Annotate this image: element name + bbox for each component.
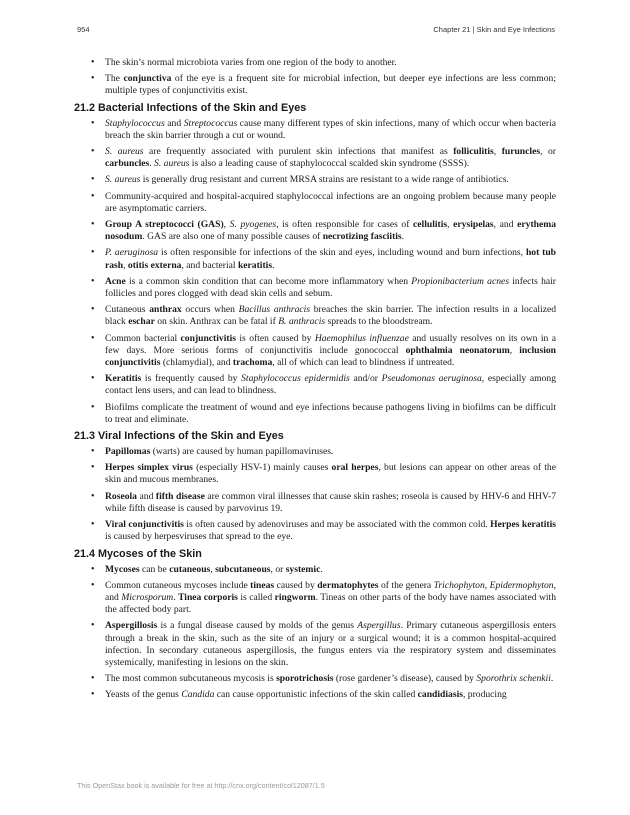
key-term: ringworm [274,591,316,603]
key-term: inclusion conjunctivitis [105,344,556,369]
bullet-item: • Aspergillosis is a fungal disease caused by molds of the genus Aspergillus. Primary cutaneous aspergillosis enters through a break in the skin, such as the site of an injury or a surgical wound; it is a common hospital-acquired infection. In secondary cutaneous aspergillosis, the fungus enters via the respiratory system and disseminates systemically, manifesting in lesions on the skin. [74,620,556,669]
bullet-item: • Biofilms complicate the treatment of wound and eye infections because pathogens living in biofilms can be difficult to treat and eliminate. [74,402,556,426]
bullet-item: • Mycoses can be cutaneous, subcutaneous, or systemic. [74,564,556,576]
key-term: erysipelas [453,219,494,231]
key-term: eschar [128,316,155,328]
species-name: Aspergillus [357,620,401,632]
key-term: trachoma [232,357,273,369]
key-term: candidiasis [417,689,463,701]
species-name: Sporothrix schenkii [476,673,551,685]
key-term: tineas [250,579,275,591]
key-term: conjunctiva [123,73,172,85]
key-term: cutaneous [169,563,211,575]
species-name: Streptococcus [183,117,238,129]
bullet-item: • The most common subcutaneous mycosis is sporotrichosis (rose gardener’s disease), caused by Sporothrix schenkii. [74,673,556,685]
key-term: subcutaneous [215,563,271,575]
species-name: Haemophilus influenzae [314,332,409,344]
species-name: Pseudomonas aeruginosa [381,373,482,385]
key-term: ophthalmia neonatorum [405,344,510,356]
key-term: Aspergillosis [105,620,158,632]
species-name: S. aureus [154,158,190,170]
key-term: Herpes simplex virus [105,462,193,474]
key-term: Mycoses [105,563,140,575]
key-term: Viral conjunctivitis [105,519,184,531]
key-term: cellulitis [413,219,448,231]
species-name: Staphylococcus epidermidis [241,373,350,385]
bullet-item: • Herpes simplex virus (especially HSV-1) mainly causes oral herpes, but lesions can appear on other areas of the skin and mucous membranes. [74,462,556,486]
page-body [74,57,556,706]
species-name: Staphylococcus [105,117,165,129]
bullet-item: • Group A streptococci (GAS), S. pyogenes, is often responsible for cases of cellulitis, erysipelas, and erythema nosodum. GAS are also one of many possible causes of necrotizing fasciitis. [74,219,556,243]
key-term: hot tub rash [105,247,557,271]
bullet-item: • Yeasts of the genus Candida can cause opportunistic infections of the skin called candidiasis, producing [74,689,556,701]
key-term: furuncles [501,146,541,158]
page-number: 954 [77,25,90,34]
bullet-item: • Cutaneous anthrax occurs when Bacillus anthracis breaches the skin barrier. The infection results in a localized black eschar on skin. Anthrax can be fatal if B. anthracis spreads to the bloodstream. [74,304,556,328]
section-heading: 21.4 Mycoses of the Skin [74,547,202,560]
bullet-item: • Acne is a common skin condition that can become more inflammatory when Propionibacterium acnes infects hair follicles and pores clogged with dead skin cells and sebum. [74,276,556,300]
bullet-item: • Viral conjunctivitis is often caused by adenoviruses and may be associated with the common cold. Herpes keratitis is caused by herpesviruses that spread to the eye. [74,519,556,543]
species-name: Candida [181,689,215,701]
bullet-item: • S. aureus are frequently associated with purulent skin infections that manifest as folliculitis, furuncles, or carbuncles. S. aureus is also a leading cause of staphylococcal scalded skin syndrome (SSSS). [74,146,556,170]
bullet-item: • Staphylococcus and Streptococcus cause many different types of skin infections, many of which occur when bacteria breach the skin barrier through a cut or wound. [74,118,556,142]
summary-sections [74,102,556,702]
bullet-item: • P. aeruginosa is often responsible for infections of the skin and eyes, including wound and burn infections, hot tub rash, otitis externa, and bacterial keratitis. [74,247,556,271]
species-name: Epidermophyton [489,579,554,591]
species-name: S. pyogenes [229,219,277,231]
key-term: Keratitis [105,373,142,385]
species-name: Propionibacterium acnes [411,275,510,287]
key-term: fifth disease [155,490,205,502]
species-name: Bacillus anthracis [238,304,311,316]
key-term: Papillomas [105,446,151,458]
key-term: Roseola [105,490,137,502]
section-bullet-list [74,118,556,426]
bullet-item: • Community-acquired and hospital-acquired staphylococcal infections are an ongoing problem because many people are asymptomatic carriers. [74,191,556,215]
section-bullet-list [74,564,556,702]
key-term: erythema nosodum [105,219,557,243]
key-term: necrotizing fasciitis [322,231,402,243]
species-name: P. aeruginosa [105,247,159,259]
key-term: otitis externa [127,259,182,271]
chapter-header: Chapter 21 | Skin and Eye Infections [433,25,555,34]
footer-note: This OpenStax book is available for free at http://cnx.org/content/col12087/1.5 [77,781,325,790]
key-term: carbuncles [105,158,150,170]
key-term: Tinea corporis [178,591,238,603]
bullet-item: • Keratitis is frequently caused by Staphylococcus epidermidis and/or Pseudomonas aeruginosa, especially among contact lens users, and can lead to blindness. [74,373,556,397]
key-term: dermatophytes [317,579,379,591]
bullet-item: • Roseola and fifth disease are common viral illnesses that cause skin rashes; roseola is caused by HHV-6 and HHV-7 while fifth disease is caused by parvovirus 19. [74,491,556,515]
section-heading: 21.2 Bacterial Infections of the Skin and Eyes [74,101,307,114]
intro-bullet-list [74,57,556,98]
bullet-item: • Common bacterial conjunctivitis is often caused by Haemophilus influenzae and usually resolves on its own in a few days. More serious forms of conjunctivitis include gonococcal ophthalmia neonatorum, inclusion conjunctivitis (chlamydial), and trachoma, all of which can lead to blindness if untreated. [74,333,556,370]
bullet-item: • Papillomas (warts) are caused by human papillomaviruses. [74,446,556,458]
species-name: S. aureus [105,174,141,186]
species-name: Trichophyton [433,579,485,591]
section-bullet-list [74,446,556,543]
key-term: folliculitis [453,146,494,158]
key-term: sporotrichosis [276,673,334,685]
key-term: keratitis [237,259,273,271]
bullet-item: • S. aureus is generally drug resistant and current MRSA strains are resistant to a wide range of antibiotics. [74,174,556,186]
key-term: oral herpes [331,462,379,474]
key-term: conjunctivitis [180,332,236,344]
key-term: Herpes keratitis [490,519,556,531]
key-term: Acne [105,275,126,287]
bullet-item: • Common cutaneous mycoses include tineas caused by dermatophytes of the genera Trichophyton, Epidermophyton, and Microsporum. Tinea corporis is called ringworm. Tineas on other parts of the body have names associated with the affected body part. [74,580,556,617]
species-name: Microsporum [121,591,174,603]
key-term: systemic [285,563,321,575]
species-name: B. anthracis [278,316,326,328]
section-heading: 21.3 Viral Infections of the Skin and Eyes [74,430,284,443]
species-name: S. aureus [105,146,144,158]
bullet-item: • The conjunctiva of the eye is a frequent site for microbial infection, but deeper eye infections are less common; multiple types of conjunctivitis exist. [74,73,556,97]
key-term: Group A streptococci (GAS) [105,219,224,231]
bullet-item: • The skin’s normal microbiota varies from one region of the body to another. [74,57,556,69]
key-term: anthrax [149,304,182,316]
